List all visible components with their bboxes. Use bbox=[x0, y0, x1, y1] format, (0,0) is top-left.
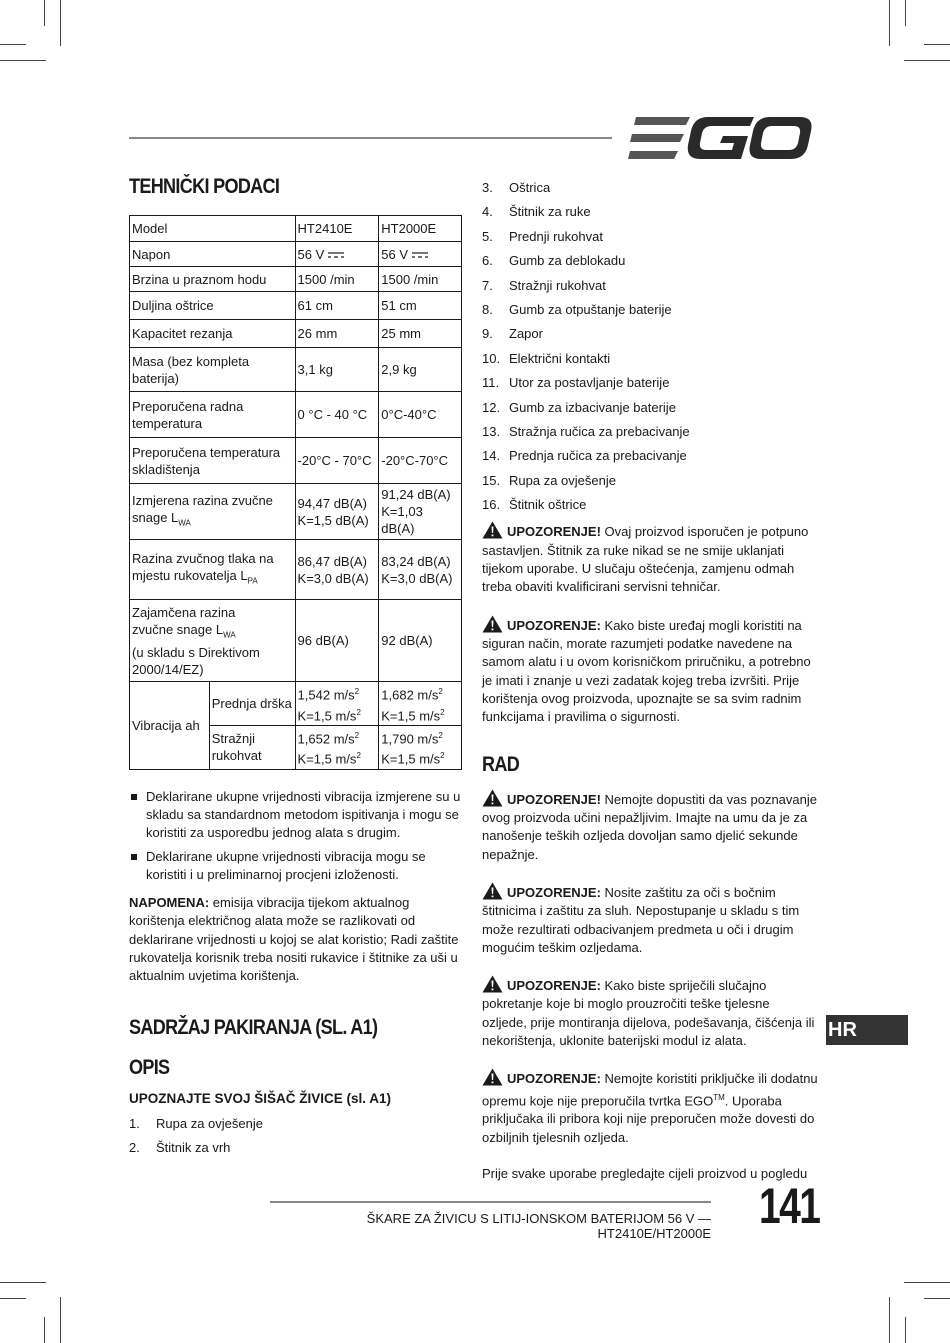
table-cell: 1500 /min bbox=[295, 267, 379, 292]
table-cell: 1500 /min bbox=[379, 267, 462, 292]
list-item bbox=[482, 322, 818, 346]
guaranteed-power-label: Zajamčena razina zvučne snage L bbox=[132, 605, 236, 637]
item-text: Gumb za izbacivanje baterije bbox=[509, 399, 676, 415]
table-row bbox=[130, 540, 462, 600]
item-text: Stražnji rukohvat bbox=[509, 277, 606, 293]
value-text: K=1,5 m/s bbox=[297, 751, 357, 767]
table-cell bbox=[130, 600, 296, 682]
item-number: 10. bbox=[482, 350, 501, 366]
table-cell bbox=[379, 540, 462, 600]
item-number: 14. bbox=[482, 448, 501, 464]
table-cell bbox=[130, 484, 296, 540]
item-number: 15. bbox=[482, 472, 501, 488]
ego-logo bbox=[628, 117, 812, 159]
table-row bbox=[130, 267, 462, 292]
superscript: 2 bbox=[354, 730, 360, 740]
body-paragraph: Prije svake uporabe pregledajte cijeli proizvod u pogledu bbox=[482, 1165, 808, 1181]
warning-text: Kako biste spriječili slučajno pokretanje koje bi moglo prouzročiti teške tjelesne ozljede, prije montiranja dijelova, podešavanja, čišćenja ili nekorištenja, uklonite baterijski modul iz alata. bbox=[482, 978, 815, 1048]
note-label: NAPOMENA: bbox=[129, 895, 210, 911]
item-number: 2. bbox=[129, 1139, 140, 1155]
subscript: WA bbox=[223, 630, 236, 640]
warning-text: Nemojte dopustiti da vas poznavanje ovog proizvoda učini nepažljivim. Imajte na umu da je za nanošenje teških ozljeda dovoljan samo djelić sekunde nepažnje. bbox=[482, 791, 817, 862]
warning-triangle-icon bbox=[482, 1068, 503, 1086]
table-cell: Preporučena temperatura skladištenja bbox=[130, 438, 296, 484]
table-cell bbox=[295, 540, 379, 600]
item-text: Štitnik za vrh bbox=[156, 1139, 231, 1155]
value-line: K=3,0 dB(A) bbox=[297, 570, 369, 586]
list-item bbox=[482, 249, 818, 273]
item-number: 6. bbox=[482, 253, 493, 269]
value-line: K=3,0 dB(A) bbox=[381, 570, 453, 586]
superscript: 2 bbox=[440, 751, 445, 761]
table-row bbox=[130, 216, 462, 242]
section-heading-package: SADRŽAJ PAKIRANJA (SL. A1) bbox=[129, 1015, 378, 1039]
value-line: 86,47 dB(A) bbox=[297, 553, 367, 569]
value-line: 91,24 dB(A) bbox=[381, 487, 451, 503]
warning-triangle-icon bbox=[482, 975, 503, 993]
warning-triangle-icon bbox=[482, 882, 503, 900]
item-text: Utor za postavljanje baterije bbox=[509, 375, 670, 391]
table-cell bbox=[295, 725, 379, 769]
list-item bbox=[482, 200, 818, 224]
crop-mark bbox=[904, 1282, 950, 1283]
directive-label: (u skladu s Direktivom 2000/14/EZ) bbox=[132, 644, 260, 677]
table-row bbox=[130, 600, 462, 682]
warning-text: Nemojte koristiti priključke ili dodatnu opremu koje nije preporučila tvrtka EGO bbox=[482, 1071, 818, 1108]
table-cell: Napon bbox=[130, 242, 296, 267]
crop-mark bbox=[889, 0, 890, 46]
warning-triangle-icon bbox=[482, 789, 503, 807]
table-cell bbox=[295, 682, 379, 726]
warning-paragraph bbox=[482, 615, 818, 727]
item-text: Rupa za ovješenje bbox=[156, 1115, 263, 1131]
value-line bbox=[381, 683, 459, 703]
crop-mark bbox=[0, 44, 26, 45]
warning-paragraph bbox=[482, 975, 818, 1050]
item-number: 1. bbox=[129, 1115, 140, 1131]
parts-list-continued bbox=[482, 176, 818, 517]
item-text: Prednja ručica za prebacivanje bbox=[509, 448, 687, 464]
value-line bbox=[381, 747, 459, 767]
list-item bbox=[482, 371, 818, 395]
superscript: 2 bbox=[356, 707, 361, 717]
section-heading-technical-data: TEHNIČKI PODACI bbox=[129, 175, 280, 198]
item-text: Štitnik oštrice bbox=[509, 497, 587, 513]
table-cell: 3,1 kg bbox=[295, 348, 379, 392]
crop-mark bbox=[924, 1298, 950, 1299]
superscript: 2 bbox=[356, 751, 361, 761]
list-item bbox=[482, 176, 818, 200]
warning-paragraph bbox=[482, 521, 818, 596]
item-text: Gumb za otpuštanje baterije bbox=[509, 302, 672, 317]
superscript: 2 bbox=[438, 730, 443, 740]
dc-voltage-value: 56 V bbox=[297, 246, 325, 262]
value-line bbox=[298, 727, 377, 747]
value-text: 1,542 m/s bbox=[297, 687, 355, 703]
table-row bbox=[130, 682, 462, 726]
subscript: WA bbox=[178, 518, 191, 528]
warning-label: UPOZORENJE: bbox=[507, 617, 601, 633]
warning-triangle-icon bbox=[482, 521, 503, 539]
value-text: 1,790 m/s bbox=[381, 731, 439, 747]
list-item bbox=[129, 1111, 465, 1135]
crop-mark bbox=[905, 0, 906, 26]
table-cell: 96 dB(A) bbox=[295, 600, 379, 682]
value-line: 83,24 dB(A) bbox=[381, 553, 451, 569]
table-cell: Preporučena radna temperatura bbox=[130, 392, 296, 438]
superscript: 2 bbox=[440, 707, 445, 717]
table-row bbox=[130, 242, 462, 267]
table-cell bbox=[379, 725, 462, 769]
note-paragraph bbox=[129, 894, 465, 985]
value-line: 94,47 dB(A) bbox=[297, 495, 367, 511]
item-text: Oštrica bbox=[509, 180, 551, 196]
item-number: 9. bbox=[482, 326, 493, 342]
value-text: 1,682 m/s bbox=[381, 687, 439, 703]
value-text: K=1,5 m/s bbox=[381, 707, 441, 723]
page-number: 141 bbox=[759, 1178, 820, 1234]
table-cell: -20°C - 70°C bbox=[295, 438, 379, 484]
table-cell: 61 cm bbox=[295, 292, 379, 320]
table-cell: Brzina u praznom hodu bbox=[130, 267, 296, 292]
crop-mark bbox=[0, 60, 46, 61]
warning-triangle-icon bbox=[482, 615, 503, 633]
table-cell bbox=[379, 484, 462, 540]
table-row bbox=[130, 438, 462, 484]
left-column bbox=[129, 175, 465, 1160]
list-item bbox=[129, 1136, 465, 1160]
table-row bbox=[130, 484, 462, 540]
item-number: 16. bbox=[482, 497, 501, 513]
table-cell bbox=[379, 682, 462, 726]
item-number: 3. bbox=[482, 180, 493, 196]
list-item bbox=[482, 396, 818, 420]
warning-label: UPOZORENJE! bbox=[507, 524, 601, 540]
list-item bbox=[482, 444, 818, 468]
list-item bbox=[482, 298, 818, 322]
table-cell bbox=[130, 540, 296, 600]
table-cell: Model bbox=[130, 216, 296, 242]
table-cell: Stražnji rukohvat bbox=[209, 725, 295, 769]
item-number: 4. bbox=[482, 204, 493, 220]
language-tab: HR bbox=[826, 1015, 908, 1045]
crop-mark bbox=[905, 1317, 906, 1343]
item-text: Rupa za ovješenje bbox=[509, 472, 616, 488]
warning-label: UPOZORENJE: bbox=[507, 884, 601, 900]
table-cell: 0°C-40°C bbox=[379, 392, 462, 438]
value-line bbox=[298, 683, 377, 703]
item-number: 8. bbox=[482, 302, 493, 317]
dc-voltage-value: 56 V bbox=[381, 246, 409, 262]
table-cell bbox=[295, 484, 379, 540]
warning-paragraph bbox=[482, 789, 818, 864]
table-cell: -20°C-70°C bbox=[379, 438, 462, 484]
table-cell: 26 mm bbox=[295, 320, 379, 348]
item-number: 11. bbox=[482, 375, 500, 391]
section-heading-description: OPIS bbox=[129, 1055, 170, 1079]
warning-text: Kako biste uređaj mogli koristiti na siguran način, morate razumjeti podatke navedene na samom alatu i u ovom korisničkom priručniku, a potrebno je imati i znanje u vezi zadatak kojeg treba izvršiti. Prije korištenja ovog proizvoda, upoznajte se sa svim radnim funkcijama i pravilima o sigurnosti. bbox=[482, 617, 811, 725]
footer-rule bbox=[270, 1201, 711, 1203]
list-item bbox=[482, 420, 818, 444]
subscript: PA bbox=[247, 576, 258, 586]
crop-mark bbox=[0, 1298, 26, 1299]
value-line bbox=[298, 747, 377, 767]
note-text: emisija vibracija tijekom aktualnog korištenja električnog alata može se razlikovati od deklarirane vrijednosti u kojoj se alat koristio; Radi zaštite rukovatelja korisnik treba nositi rukavice i štitnike za uši u aktualnim uvjetima korištenja. bbox=[129, 895, 459, 984]
table-cell: 51 cm bbox=[379, 292, 462, 320]
vibration-notes-list bbox=[129, 788, 465, 884]
subheading-know-your-trimmer: UPOZNAJTE SVOJ ŠIŠAČ ŽIVICE (sl. A1) bbox=[129, 1091, 392, 1107]
footer-title: ŠKARE ZA ŽIVICU S LITIJ-IONSKOM BATERIJOM 56 V — HT2410E/HT2000E bbox=[366, 1211, 711, 1241]
value-text: 1,652 m/s bbox=[297, 731, 355, 747]
value-text: K=1,5 m/s bbox=[381, 751, 441, 767]
list-item: Deklarirane ukupne vrijednosti vibracija mogu se koristiti i u preliminarnoj procjeni izloženosti. bbox=[129, 848, 465, 885]
warning-paragraph bbox=[482, 1068, 818, 1147]
section-heading-operation: RAD bbox=[482, 753, 520, 777]
warning-paragraph bbox=[482, 882, 818, 957]
header-rule bbox=[129, 137, 612, 139]
sound-power-label: Izmjerena razina zvučne snage L bbox=[132, 493, 273, 525]
item-text: Stražnja ručica za prebacivanje bbox=[509, 423, 690, 439]
dc-symbol-icon bbox=[328, 251, 344, 259]
table-cell: Masa (bez kompleta baterija) bbox=[130, 348, 296, 392]
value-line bbox=[381, 727, 459, 747]
sound-pressure-label: Razina zvučnog tlaka na mjestu rukovatelja L bbox=[132, 551, 274, 583]
item-number: 13. bbox=[482, 423, 501, 439]
table-cell: 92 dB(A) bbox=[379, 600, 462, 682]
warning-text: Ovaj proizvod isporučen je potpuno sastavljen. Štitnik za ruke nikad se ne smije uklanjati tijekom uporabe. U slučaju oštećenja, zamjenu odmah treba obaviti kvalificirani servisni tehničar. bbox=[482, 524, 809, 595]
value-line bbox=[298, 704, 377, 724]
table-cell bbox=[295, 242, 379, 267]
warning-text: . Uporaba priključaka ili pribora koji nije preporučen može dovesti do ozbiljnih tjelesnih ozljeda. bbox=[482, 1092, 815, 1145]
table-cell: 2,9 kg bbox=[379, 348, 462, 392]
table-cell: Vibracija ah bbox=[130, 682, 210, 769]
crop-mark bbox=[904, 60, 950, 61]
table-cell: 25 mm bbox=[379, 320, 462, 348]
table-cell: Prednja drška bbox=[209, 682, 295, 726]
crop-mark bbox=[44, 1317, 45, 1343]
table-cell: 0 °C - 40 °C bbox=[295, 392, 379, 438]
crop-mark bbox=[60, 1297, 61, 1343]
item-number: 5. bbox=[482, 228, 493, 244]
crop-mark bbox=[889, 1297, 890, 1343]
table-cell bbox=[379, 242, 462, 267]
table-cell: Duljina oštrice bbox=[130, 292, 296, 320]
list-item bbox=[482, 274, 818, 298]
warning-text: Nosite zaštitu za oči s bočnim štitnicima i zaštitu za sluh. Nepostupanje u skladu s tim može rezultirati odbacivanjem predmeta u oči i drugim mogućim teškim ozljedama. bbox=[482, 884, 800, 955]
value-text: K=1,5 m/s bbox=[297, 707, 357, 723]
dc-symbol-icon bbox=[412, 251, 428, 259]
superscript: 2 bbox=[354, 687, 360, 697]
value-line: K=1,03 dB(A) bbox=[381, 504, 423, 537]
table-row bbox=[130, 292, 462, 320]
item-text: Prednji rukohvat bbox=[509, 228, 603, 244]
warning-label: UPOZORENJE! bbox=[507, 791, 601, 807]
crop-mark bbox=[60, 0, 61, 46]
superscript: 2 bbox=[438, 687, 443, 697]
list-item bbox=[482, 493, 818, 517]
warning-label: UPOZORENJE: bbox=[507, 1071, 601, 1087]
warning-label: UPOZORENJE: bbox=[507, 978, 601, 994]
item-text: Štitnik za ruke bbox=[509, 204, 591, 220]
list-item bbox=[482, 225, 818, 249]
item-number: 7. bbox=[482, 277, 493, 293]
table-cell: HT2000E bbox=[379, 216, 462, 242]
item-text: Električni kontakti bbox=[509, 350, 611, 366]
table-row bbox=[130, 392, 462, 438]
table-cell: Kapacitet rezanja bbox=[130, 320, 296, 348]
right-column bbox=[482, 176, 818, 1183]
item-text: Gumb za deblokadu bbox=[509, 253, 626, 269]
value-line: K=1,5 dB(A) bbox=[297, 512, 369, 528]
trademark: TM bbox=[713, 1092, 725, 1102]
table-row bbox=[130, 348, 462, 392]
crop-mark bbox=[0, 1282, 46, 1283]
table-row bbox=[130, 320, 462, 348]
list-item bbox=[482, 347, 818, 371]
parts-list bbox=[129, 1111, 465, 1160]
value-line bbox=[381, 704, 459, 724]
crop-mark bbox=[924, 44, 950, 45]
item-text: Zapor bbox=[509, 326, 543, 342]
item-number: 12. bbox=[482, 399, 501, 415]
crop-mark bbox=[44, 0, 45, 26]
table-cell: HT2410E bbox=[295, 216, 379, 242]
spec-table bbox=[129, 215, 462, 769]
list-item: Deklarirane ukupne vrijednosti vibracija izmjerene su u skladu sa standardnom metodom ispitivanja i mogu se koristiti za usporedbu jednog alata s drugim. bbox=[129, 788, 465, 843]
list-item bbox=[482, 469, 818, 493]
